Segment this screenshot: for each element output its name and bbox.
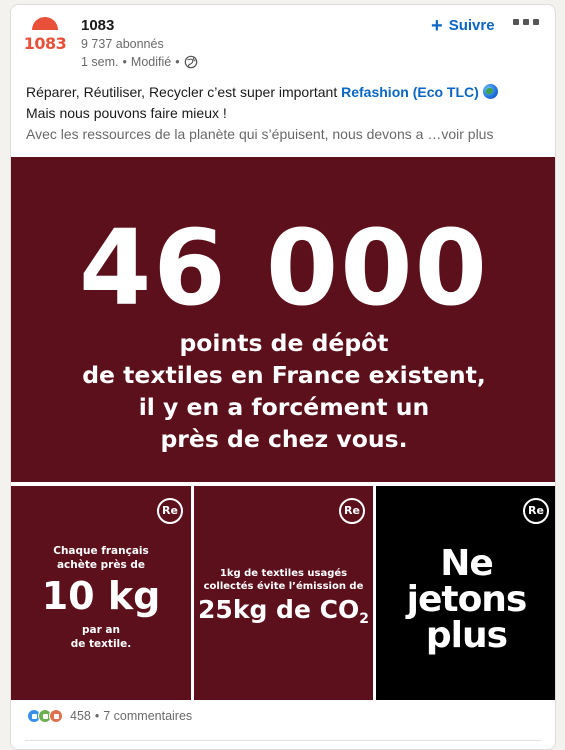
post-image-tile-3[interactable] — [376, 486, 556, 700]
see-more-link[interactable]: …voir plus — [427, 126, 494, 142]
edited-label: Modifié — [130, 55, 172, 69]
earth-globe-emoji-icon — [483, 84, 498, 99]
love-reaction-icon — [49, 709, 63, 723]
more-options-button[interactable] — [513, 19, 539, 25]
co2-subscript: 2 — [359, 611, 369, 627]
globe-icon — [184, 55, 198, 69]
refashion-logo-icon: Re — [523, 498, 549, 524]
separator-dot: • — [94, 709, 100, 723]
post-card — [10, 4, 556, 750]
tile-text-line: de textile. — [70, 638, 132, 650]
refashion-logo-icon: Re — [157, 498, 183, 524]
refashion-logo-icon: Re — [339, 498, 365, 524]
post-line-3-text: Avec les ressources de la planète qui s’épuisent, nous devons a — [26, 126, 424, 142]
tile-1-outro — [11, 623, 191, 651]
hero-line: près de chez vous. — [160, 425, 408, 453]
more-dots-icon — [523, 19, 529, 25]
plus-icon: + — [431, 14, 443, 37]
post-line-1-text: Réparer, Réutiliser, Recycler c’est super important — [26, 84, 338, 100]
hero-line: de textiles en France existent, — [82, 361, 486, 389]
tile-2-big-value — [194, 595, 373, 627]
tile-3-slogan — [376, 543, 556, 656]
slogan-word: Ne — [440, 543, 493, 584]
author-name[interactable]: 1083 — [81, 17, 115, 34]
follow-label: Suivre — [448, 17, 495, 34]
tile-2-intro — [194, 567, 373, 593]
big-number: 46 000 — [78, 207, 490, 329]
hero-line: points de dépôt — [179, 329, 389, 357]
post-line — [26, 124, 546, 145]
reaction-count[interactable]: 458 — [70, 709, 91, 723]
follower-count: 9 737 abonnés — [81, 37, 164, 51]
post-image-tile-2[interactable] — [194, 486, 373, 700]
post-image-main[interactable] — [11, 157, 556, 482]
tile-text-line: 1kg de textiles usagés — [219, 568, 348, 579]
slogan-word: jetons — [406, 579, 527, 620]
post-text — [26, 82, 546, 145]
post-meta — [81, 55, 198, 69]
tile-text-line: collectés évite l’émission de — [203, 581, 364, 592]
separator-dot: • — [175, 55, 180, 69]
divider — [25, 740, 541, 741]
post-line: Mais nous pouvons faire mieux ! — [26, 105, 227, 121]
tile-text-line: Chaque français — [53, 545, 149, 557]
company-logo[interactable] — [21, 13, 69, 61]
logo-text: 1083 — [23, 34, 67, 53]
tile-text-line: par an — [82, 624, 120, 636]
social-counts — [27, 709, 192, 723]
post-time: 1 sem. — [81, 55, 119, 69]
hero-line: il y en a forcément un — [138, 393, 430, 421]
logo-dome — [32, 17, 58, 30]
follow-button[interactable] — [431, 14, 495, 37]
post-line — [26, 82, 546, 103]
tile-1-intro — [11, 544, 191, 572]
tile-1-big-value: 10 kg — [41, 574, 161, 618]
mention-link[interactable]: Refashion (Eco TLC) — [341, 84, 479, 100]
hero-caption — [11, 327, 556, 455]
more-dots-icon — [513, 19, 519, 25]
tile-text-line: achète près de — [56, 559, 146, 571]
more-dots-icon — [533, 19, 539, 25]
co2-text: 25kg de CO — [198, 595, 360, 624]
slogan-word: plus — [425, 615, 508, 656]
post-image-tile-1[interactable] — [11, 486, 191, 700]
separator-dot: • — [122, 55, 127, 69]
comments-count[interactable]: 7 commentaires — [103, 709, 193, 723]
